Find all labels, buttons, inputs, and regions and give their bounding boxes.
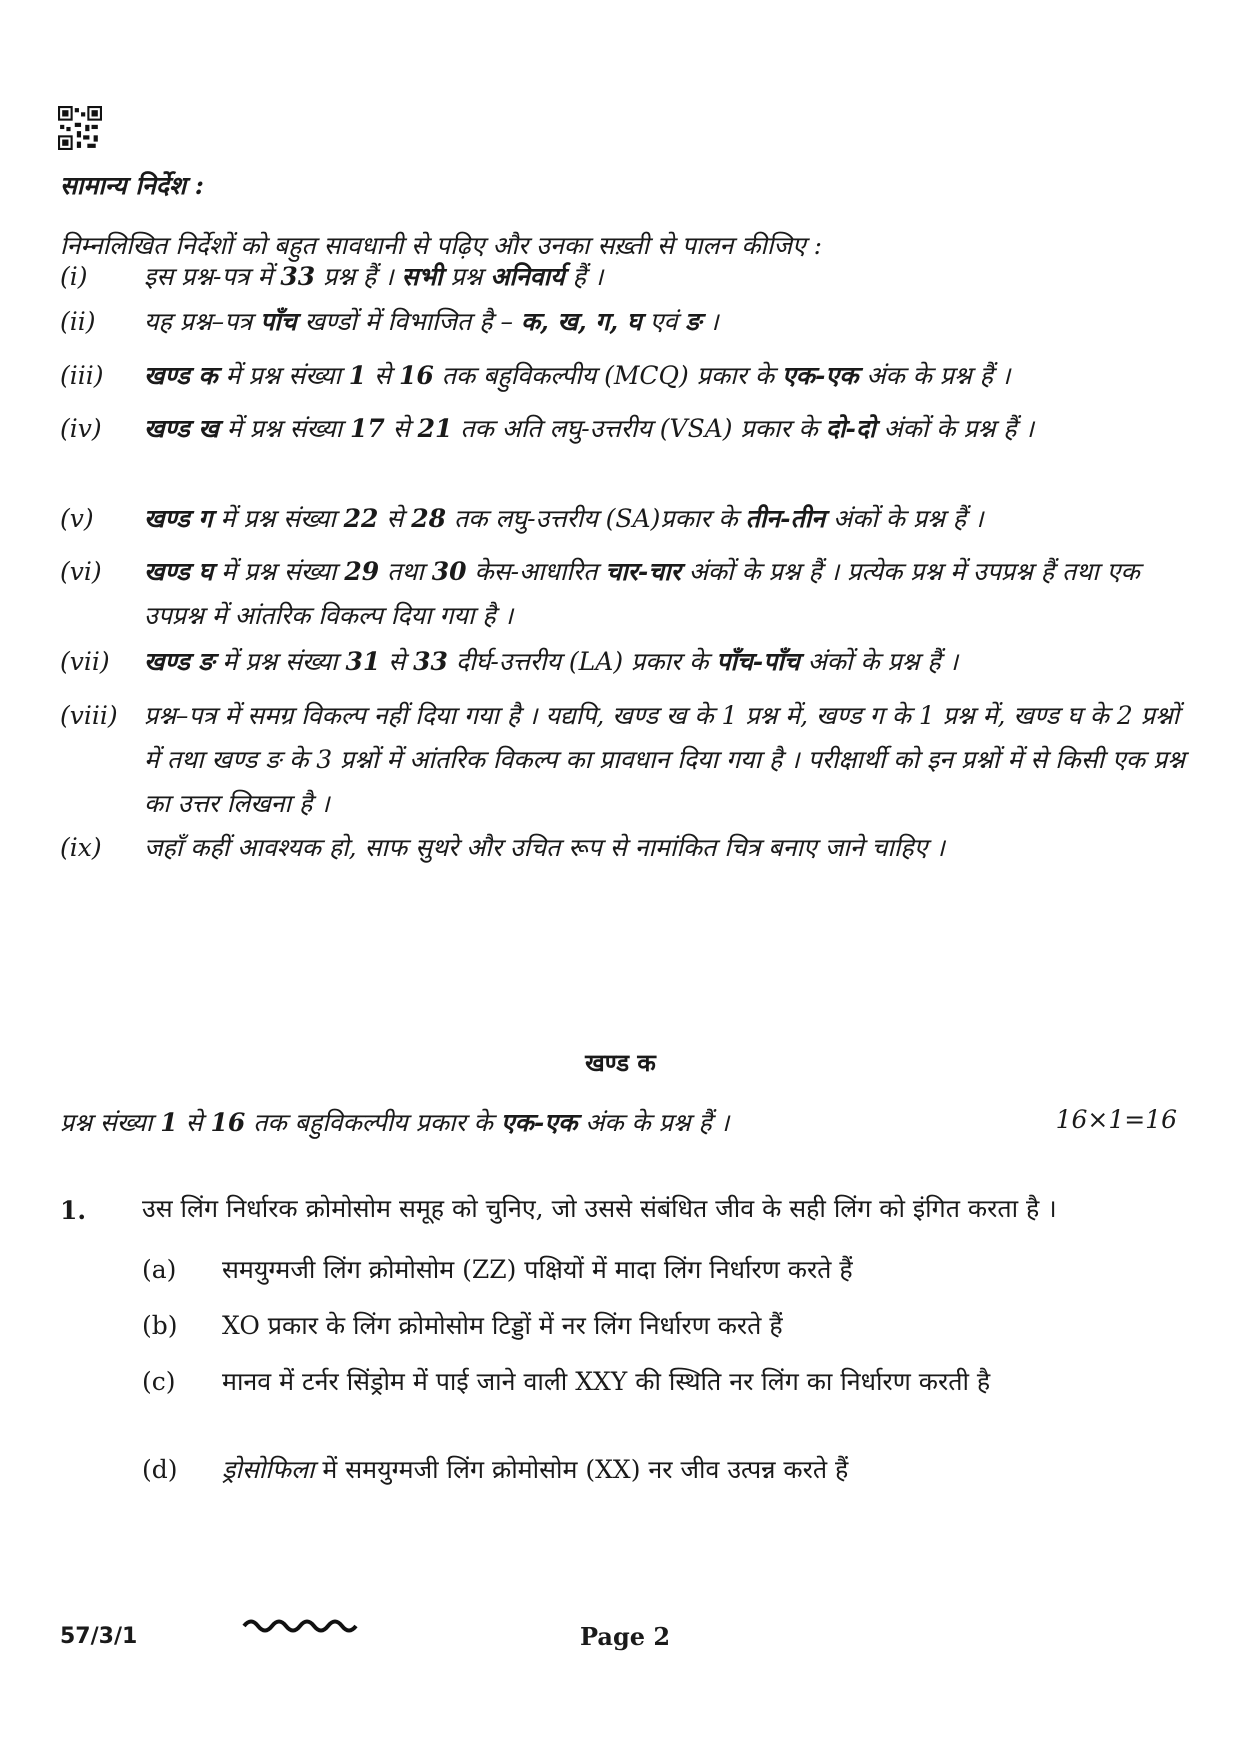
instruction-fragment: पाँच xyxy=(260,307,297,336)
instruction-fragment: तक लघु-उत्तरीय (SA)प्रकार के xyxy=(446,504,746,533)
option-text xyxy=(222,1444,1122,1496)
option-text-italic: ड्रोसोफिला xyxy=(222,1455,315,1484)
instruction-text xyxy=(144,497,1190,541)
page-number: Page 2 xyxy=(580,1622,671,1651)
instruction-number: (vi) xyxy=(60,557,102,586)
instruction-fragment: खण्ड ङ xyxy=(144,647,215,676)
instruction-text xyxy=(144,407,1190,451)
paper-code: 57/3/1 xyxy=(60,1624,138,1649)
instruction-fragment: से xyxy=(366,361,399,390)
instruction-fragment: तक बहुविकल्पीय (MCQ) प्रकार के xyxy=(433,361,782,390)
section-marks: 16×1=16 xyxy=(1055,1105,1177,1134)
instruction-number: (iv) xyxy=(60,414,102,443)
instruction-number: (ii) xyxy=(60,307,96,336)
question-number: 1. xyxy=(60,1196,87,1225)
section-title: खण्ड क xyxy=(585,1048,656,1077)
instruction-fragment: प्रश्न हैं । xyxy=(315,262,402,291)
instruction-text xyxy=(144,640,1190,684)
instruction-fragment: अंकों के प्रश्न हैं । xyxy=(875,414,1034,443)
instruction-fragment: । xyxy=(701,307,719,336)
instruction-fragment: एक-एक xyxy=(781,361,859,390)
instruction-fragment: जहाँ कहीं आवश्यक हो, साफ सुथरे और उचित रूप से नामांकित चित्र बनाए जाने चाहिए । xyxy=(144,833,945,862)
instruction-fragment: 33 xyxy=(280,262,316,291)
option-label: (a) xyxy=(142,1255,177,1284)
instruction-fragment: प्रश्न–पत्र में समग्र विकल्प नहीं दिया गया है । यद्यपि, खण्ड ख के 1 प्रश्न में, खण्ड ग के 1 प्रश्न में, खण्ड घ के 2 प्रश्नों में तथा खण्ड ङ के 3 प्रश्नों में आंतरिक विकल्प का प्रावधान दिया गया है । परीक्षार्थी को इन प्रश्नों में से किसी एक प्रश्न का उत्तर लिखना है । xyxy=(144,701,1185,818)
instruction-fragment: हैं । xyxy=(564,262,604,291)
instruction-number: (i) xyxy=(60,262,88,291)
instruction-fragment: यह प्रश्न–पत्र xyxy=(144,307,261,336)
option-text xyxy=(222,1244,1122,1296)
option-label: (c) xyxy=(142,1367,176,1396)
section-note-fragment: तक बहुविकल्पीय प्रकार के xyxy=(245,1108,501,1137)
instruction-fragment: इस प्रश्न-पत्र में xyxy=(144,262,281,291)
instruction-fragment: खण्ड घ xyxy=(144,557,214,586)
instruction-text xyxy=(144,694,1190,826)
instruction-text xyxy=(144,354,1190,398)
instruction-fragment: 21 xyxy=(417,414,453,443)
instruction-fragment: प्रश्न xyxy=(442,262,491,291)
instruction-text xyxy=(144,300,1190,344)
instructions-intro: निम्नलिखित निर्देशों को बहुत सावधानी से पढ़िए और उनका सख़्ती से पालन कीजिए : xyxy=(60,231,823,260)
instruction-fragment: से xyxy=(380,647,414,676)
instruction-fragment: 28 xyxy=(411,504,447,533)
instruction-number: (ix) xyxy=(60,833,102,862)
section-note-fragment: 16 xyxy=(210,1108,246,1137)
instruction-text xyxy=(144,255,1190,299)
option-text-body: में समयुग्मजी लिंग क्रोमोसोम (XX) नर जीव उत्पन्न करते हैं xyxy=(314,1455,849,1484)
instruction-fragment: 16 xyxy=(398,361,434,390)
instruction-fragment: में प्रश्न संख्या xyxy=(218,414,350,443)
question-text: उस लिंग निर्धारक क्रोमोसोम समूह को चुनिए, जो उससे संबंधित जीव के सही लिंग को इंगित करता है । xyxy=(142,1194,1057,1223)
instruction-fragment: 22 xyxy=(343,504,379,533)
instruction-fragment: अंकों के प्रश्न हैं । प्रत्येक प्रश्न में उपप्रश्न हैं तथा एक उपप्रश्न में आंतरिक विकल्प दिया गया है । xyxy=(144,557,1140,630)
instruction-number: (iii) xyxy=(60,361,104,390)
option-text-body: समयुग्मजी लिंग क्रोमोसोम (ZZ) पक्षियों में मादा लिंग निर्धारण करते हैं xyxy=(222,1255,853,1284)
instruction-fragment: से xyxy=(378,504,412,533)
instruction-fragment: 1 xyxy=(348,361,367,390)
instruction-fragment: केस-आधारित xyxy=(466,557,606,586)
general-instructions-heading: सामान्य निर्देश : xyxy=(60,171,204,200)
instruction-fragment: तक अति लघु-उत्तरीय (VSA) प्रकार के xyxy=(452,414,826,443)
instruction-fragment: अंकों के प्रश्न हैं । xyxy=(825,504,984,533)
section-note-fragment: अंक के प्रश्न हैं । xyxy=(577,1108,730,1137)
wave-ornament-icon xyxy=(240,1610,360,1640)
instruction-fragment: क, ख, ग, घ xyxy=(520,307,642,336)
option-text-body: XO प्रकार के लिंग क्रोमोसोम टिड्डों में नर लिंग निर्धारण करते हैं xyxy=(222,1311,783,1340)
instruction-fragment: तीन-तीन xyxy=(745,504,826,533)
instruction-fragment: 31 xyxy=(345,647,381,676)
instruction-fragment: में प्रश्न संख्या xyxy=(212,504,344,533)
instruction-number: (v) xyxy=(60,504,94,533)
qr-code-icon xyxy=(58,106,102,150)
instruction-fragment: अंक के प्रश्न हैं । xyxy=(858,361,1011,390)
instruction-fragment: चार-चार xyxy=(605,557,681,586)
option-label: (d) xyxy=(142,1455,178,1484)
section-note-fragment: 1 xyxy=(160,1108,178,1137)
instruction-fragment: ङ xyxy=(685,307,702,336)
instruction-fragment: 17 xyxy=(350,414,385,443)
option-text xyxy=(222,1356,1122,1408)
instruction-fragment: एवं xyxy=(641,307,686,336)
instruction-fragment: खण्ड ख xyxy=(144,414,219,443)
instruction-fragment: में प्रश्न संख्या xyxy=(213,557,345,586)
instruction-fragment: 30 xyxy=(431,557,467,586)
instruction-fragment: अंकों के प्रश्न हैं । xyxy=(799,647,959,676)
instruction-number: (vii) xyxy=(60,647,110,676)
instruction-fragment: से xyxy=(384,414,418,443)
instruction-fragment: खण्डों में विभाजित है – xyxy=(296,307,521,336)
instruction-fragment: में प्रश्न संख्या xyxy=(214,647,346,676)
instruction-fragment: तथा xyxy=(379,557,432,586)
instruction-fragment: सभी xyxy=(401,262,443,291)
instruction-fragment: पाँच-पाँच xyxy=(716,647,800,676)
instruction-number: (viii) xyxy=(60,701,118,730)
instruction-fragment: अनिवार्य xyxy=(490,262,565,291)
instruction-fragment: खण्ड क xyxy=(144,361,218,390)
instruction-fragment: 29 xyxy=(344,557,380,586)
instruction-fragment: 33 xyxy=(413,647,448,676)
section-note-fragment: प्रश्न संख्या xyxy=(60,1108,161,1137)
section-note-fragment: एक-एक xyxy=(500,1108,578,1137)
section-note-fragment: से xyxy=(177,1108,211,1137)
instruction-fragment: दीर्घ-उत्तरीय (LA) प्रकार के xyxy=(447,647,717,676)
instruction-fragment: दो-दो xyxy=(825,414,876,443)
option-label: (b) xyxy=(142,1311,178,1340)
option-text xyxy=(222,1300,1122,1352)
option-text-body: मानव में टर्नर सिंड्रोम में पाई जाने वाली XXY की स्थिति नर लिंग का निर्धारण करती है xyxy=(222,1367,991,1396)
instruction-text xyxy=(144,550,1190,638)
instruction-fragment: खण्ड ग xyxy=(144,504,213,533)
instruction-fragment: में प्रश्न संख्या xyxy=(217,361,349,390)
section-note xyxy=(60,1105,729,1139)
instruction-text xyxy=(144,826,1190,870)
